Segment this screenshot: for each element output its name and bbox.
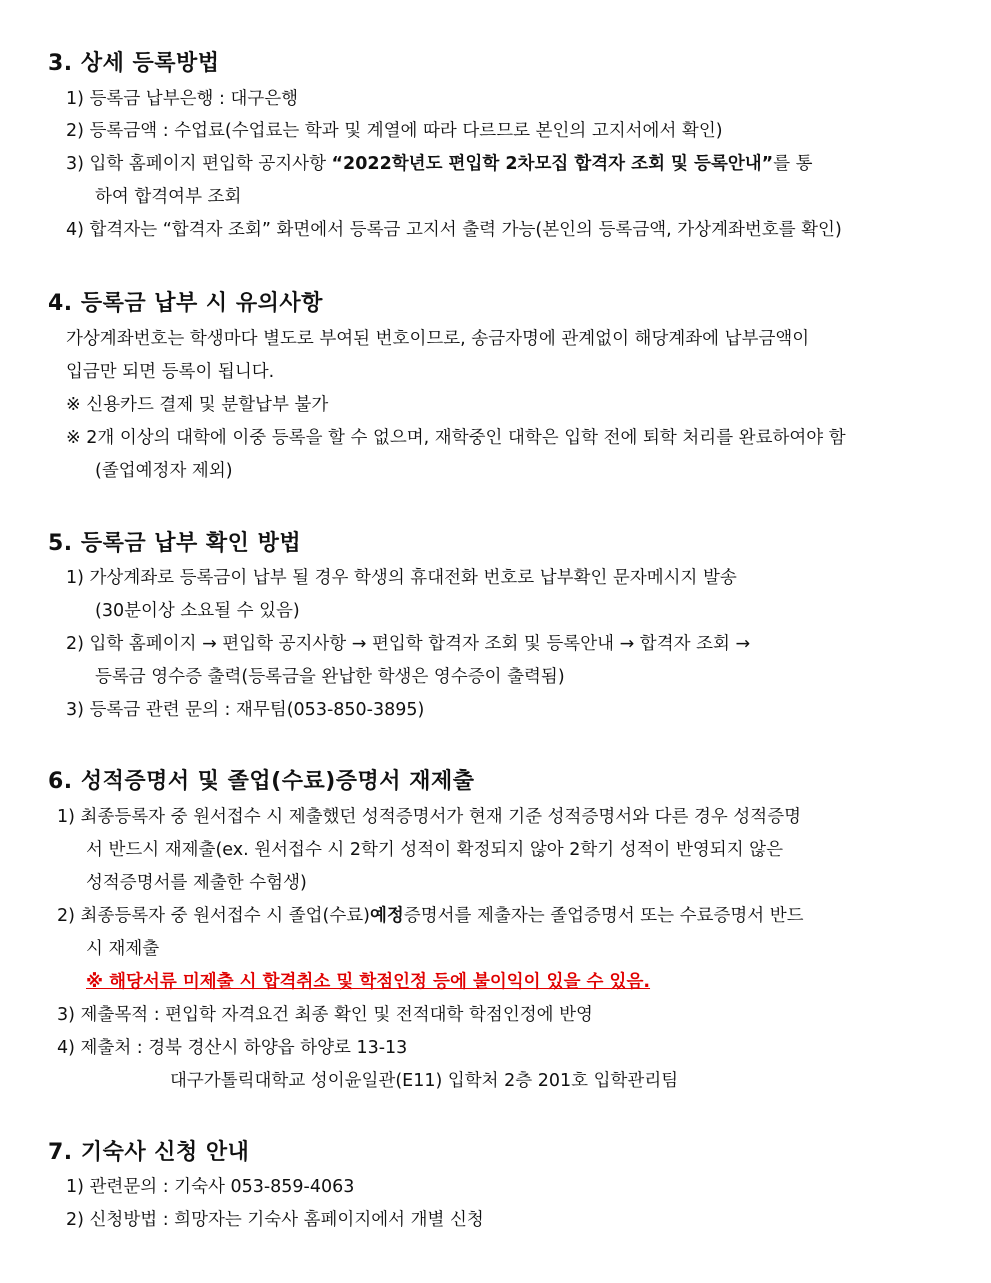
section-3-heading: 3. 상세 등록방법 — [48, 51, 220, 76]
s3-item-2: 2) 등록금액 : 수업료(수업료는 학과 및 계열에 따라 다르므로 본인의 고지서에서 확인) — [66, 121, 723, 141]
s6-item-4: 4) 제출처 : 경북 경산시 하양읍 하양로 13-13 — [57, 1038, 408, 1058]
section-5-heading: 5. 등록금 납부 확인 방법 — [48, 531, 302, 556]
s4-note-1: ※ 신용카드 결제 및 분할납부 불가 — [66, 395, 329, 415]
s7-item-1: 1) 관련문의 : 기숙사 053-859-4063 — [66, 1177, 355, 1197]
s3-item-3-cont: 하여 합격여부 조회 — [95, 187, 242, 207]
s6-warning-note: ※ 해당서류 미제출 시 합격취소 및 학점인정 등에 불이익이 있을 수 있음. — [86, 972, 651, 992]
s5-item-3: 3) 등록금 관련 문의 : 재무팀(053-850-3895) — [66, 700, 425, 720]
s5-item-2-cont: 등록금 영수증 출력(등록금을 완납한 학생은 영수증이 출력됨) — [95, 667, 565, 687]
s4-note-2: ※ 2개 이상의 대학에 이중 등록을 할 수 없으며, 재학중인 대학은 입학 전에 퇴학 처리를 완료하여야 함 — [66, 428, 846, 448]
s4-note-2-cont: (졸업예정자 제외) — [95, 461, 233, 481]
s5-item-2: 2) 입학 홈페이지 → 편입학 공지사항 → 편입학 합격자 조회 및 등록안내 → 합격자 조회 → — [66, 634, 751, 654]
s6-item-4-cont: 대구가톨릭대학교 성이윤일관(E11) 입학처 2층 201호 입학관리팀 — [170, 1071, 679, 1091]
s6-item-2-cont: 시 재제출 — [86, 939, 160, 959]
section-6-heading: 6. 성적증명서 및 졸업(수료)증명서 재제출 — [48, 769, 475, 794]
s3-item-3 — [66, 153, 813, 175]
s6-item-2-text: 2) 최종등록자 중 원서접수 시 졸업(수료) — [57, 906, 371, 926]
s5-item-1-cont: (30분이상 소요될 수 있음) — [95, 601, 300, 621]
s4-para-line-1: 가상계좌번호는 학생마다 별도로 부여된 번호이므로, 송금자명에 관계없이 해당계좌에 납부금액이 — [66, 329, 810, 349]
s3-item-1: 1) 등록금 납부은행 : 대구은행 — [66, 89, 299, 109]
s3-item-4: 4) 합격자는 “합격자 조회” 화면에서 등록금 고지서 출력 가능(본인의 등록금액, 가상계좌번호를 확인) — [66, 220, 842, 240]
s6-item-2-tail: 증명서를 제출자는 졸업증명서 또는 수료증명서 반드 — [403, 906, 804, 926]
s6-item-1-cont-1: 서 반드시 재제출(ex. 원서접수 시 2학기 성적이 확정되지 않아 2학기 성적이 반영되지 않은 — [86, 840, 783, 860]
s6-item-1-cont-2: 성적증명서를 제출한 수험생) — [86, 873, 307, 893]
s6-item-3: 3) 제출목적 : 편입학 자격요건 최종 확인 및 전적대학 학점인정에 반영 — [57, 1005, 593, 1025]
section-4-heading: 4. 등록금 납부 시 유의사항 — [48, 291, 323, 316]
s3-item-3-notice-title: “2022학년도 편입학 2차모집 합격자 조회 및 등록안내” — [331, 154, 774, 174]
s3-item-3-text: 3) 입학 홈페이지 편입학 공지사항 — [66, 154, 332, 174]
s4-para-line-2: 입금만 되면 등록이 됩니다. — [66, 362, 275, 382]
s5-item-1: 1) 가상계좌로 등록금이 납부 될 경우 학생의 휴대전화 번호로 납부확인 문자메시지 발송 — [66, 568, 737, 588]
s6-item-2 — [57, 905, 804, 927]
section-7-heading: 7. 기숙사 신청 안내 — [48, 1140, 250, 1165]
s7-item-2: 2) 신청방법 : 희망자는 기숙사 홈페이지에서 개별 신청 — [66, 1210, 484, 1230]
s6-item-2-emphasis: 예정 — [370, 906, 404, 926]
s3-item-3-tail: 를 통 — [773, 154, 813, 174]
s6-item-1: 1) 최종등록자 중 원서접수 시 제출했던 성적증명서가 현재 기준 성적증명서와 다른 경우 성적증명 — [57, 807, 802, 827]
